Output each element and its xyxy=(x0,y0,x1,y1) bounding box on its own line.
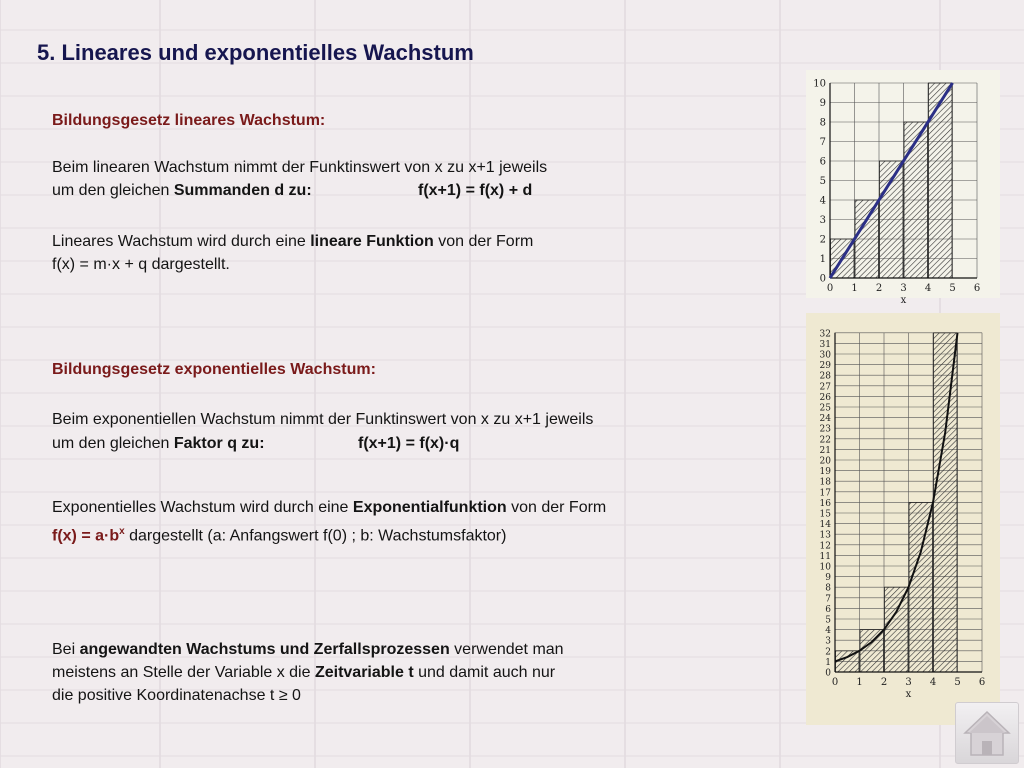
y-tick-label: 18 xyxy=(819,477,831,488)
home-button[interactable] xyxy=(955,702,1019,764)
exponential-text-line2 xyxy=(52,433,460,455)
y-tick-label: 10 xyxy=(819,562,831,573)
chart-bar xyxy=(855,200,879,278)
y-tick-label: 8 xyxy=(819,117,826,129)
y-tick-label: 2 xyxy=(819,234,826,246)
y-tick-label: 24 xyxy=(819,414,831,425)
x-tick-label: 2 xyxy=(880,677,888,688)
y-tick-label: 21 xyxy=(819,445,831,456)
linear-line2-bold: Summanden d xyxy=(173,182,285,199)
exponential-growth-chart xyxy=(806,313,1000,725)
exp-line2-bold: Faktor q xyxy=(173,435,237,452)
linear-chart-panel xyxy=(806,70,1000,306)
linear-line2-pre: um den gleichen xyxy=(52,182,174,199)
linear-text-line4: f(x) = m·x + q dargestellt. xyxy=(52,256,230,273)
y-tick-label: 23 xyxy=(819,424,831,435)
y-tick-label: 0 xyxy=(819,273,826,285)
y-tick-label: 0 xyxy=(825,668,831,679)
linear-text-line1: Beim linearen Wachstum nimmt der Funktinswert von x zu x+1 jeweils xyxy=(52,159,548,176)
y-tick-label: 5 xyxy=(819,176,826,187)
exponential-formula: f(x+1) = f(x)·q xyxy=(358,435,460,452)
y-tick-label: 30 xyxy=(819,350,831,361)
y-tick-label: 3 xyxy=(819,215,826,226)
exp-line3-pre: Exponentielles Wachstum wird durch eine xyxy=(52,499,353,516)
exponential-chart-panel xyxy=(806,313,1000,725)
y-tick-label: 1 xyxy=(819,254,826,265)
page-title: 5. Lineares und exponentielles Wachstum xyxy=(37,40,474,65)
exp-line2-pre: um den gleichen xyxy=(52,435,174,452)
y-tick-label: 29 xyxy=(819,361,831,372)
y-tick-label: 3 xyxy=(825,636,831,647)
x-tick-label: 5 xyxy=(949,283,956,294)
app-line1-bold: angewandten Wachstums und Zerfallsprozessen xyxy=(79,641,450,658)
linear-line3-bold: lineare Funktion xyxy=(310,233,434,250)
app-line2-pre: meistens an Stelle der Variable x die xyxy=(52,664,315,681)
x-tick-label: 3 xyxy=(905,677,912,688)
y-tick-label: 20 xyxy=(819,456,831,467)
y-tick-label: 5 xyxy=(825,615,831,626)
x-tick-label: 0 xyxy=(831,677,839,688)
y-tick-label: 4 xyxy=(819,195,826,207)
y-tick-label: 12 xyxy=(819,541,831,552)
y-tick-label: 1 xyxy=(825,657,831,668)
exponential-text-line3 xyxy=(52,497,606,519)
application-text-line1 xyxy=(52,639,564,661)
y-tick-label: 31 xyxy=(819,339,831,350)
chart-bar xyxy=(934,333,958,672)
y-tick-label: 32 xyxy=(819,329,831,340)
linear-text-line3 xyxy=(52,231,533,253)
y-tick-label: 22 xyxy=(819,435,831,446)
chart-bar xyxy=(904,122,928,278)
y-tick-label: 27 xyxy=(819,382,831,393)
chart-bar xyxy=(929,83,953,278)
application-text-line3: die positive Koordinatenachse t ≥ 0 xyxy=(52,687,301,704)
y-tick-label: 2 xyxy=(825,647,831,658)
x-tick-label: 6 xyxy=(973,283,981,294)
exponential-text-line1: Beim exponentiellen Wachstum nimmt der Funktinswert von x zu x+1 jeweils xyxy=(52,411,594,428)
y-tick-label: 7 xyxy=(825,594,831,605)
app-line1-pre: Bei xyxy=(52,641,80,658)
y-tick-label: 6 xyxy=(825,604,831,615)
y-tick-label: 10 xyxy=(813,78,826,90)
x-tick-label: 1 xyxy=(851,283,858,294)
linear-formula: f(x+1) = f(x) + d xyxy=(418,182,533,199)
linear-line3-pre: Lineares Wachstum wird durch eine xyxy=(52,233,311,250)
x-tick-label: 0 xyxy=(826,283,834,294)
exponential-heading: Bildungsgesetz exponentielles Wachstum: xyxy=(52,361,376,378)
x-axis-label: x xyxy=(900,295,907,306)
exp-line3-bold: Exponentialfunktion xyxy=(352,499,507,516)
app-line1-post: verwendet man xyxy=(449,641,564,658)
linear-text-line2 xyxy=(52,180,533,202)
y-tick-label: 17 xyxy=(819,488,831,499)
exp-line4-post: dargestellt (a: Anfangswert f(0) ; b: Wachstumsfaktor) xyxy=(124,527,507,545)
x-tick-label: 3 xyxy=(900,283,907,294)
linear-heading: Bildungsgesetz lineares Wachstum: xyxy=(52,112,326,129)
app-line2-post: und damit auch nur xyxy=(413,664,556,681)
x-tick-label: 1 xyxy=(856,677,863,688)
chart-bar xyxy=(885,587,909,672)
exp-formula-base: f(x) = a·b xyxy=(52,527,120,545)
chart-bar xyxy=(909,502,933,672)
x-tick-label: 4 xyxy=(924,283,932,294)
exp-line3-post: von der Form xyxy=(506,499,607,516)
y-tick-label: 25 xyxy=(819,403,831,414)
exp-line2-post: zu: xyxy=(236,435,265,452)
x-axis-label: x xyxy=(905,689,912,700)
x-tick-label: 4 xyxy=(929,677,937,688)
x-tick-label: 5 xyxy=(954,677,961,688)
app-line2-bold: Zeitvariable t xyxy=(314,664,414,681)
y-tick-label: 28 xyxy=(819,371,831,382)
y-tick-label: 26 xyxy=(819,392,831,403)
linear-line3-post: von der Form xyxy=(433,233,534,250)
y-tick-label: 8 xyxy=(825,583,831,594)
home-icon xyxy=(956,703,1018,763)
application-text-line2 xyxy=(52,662,555,684)
y-tick-label: 9 xyxy=(819,98,826,109)
y-tick-label: 9 xyxy=(825,573,831,584)
y-tick-label: 11 xyxy=(819,551,831,562)
x-tick-label: 2 xyxy=(875,283,883,294)
x-tick-label: 6 xyxy=(978,677,986,688)
chart-bar xyxy=(860,630,884,672)
linear-line2-post: zu: xyxy=(284,182,312,199)
exp-formula-exponent: x xyxy=(119,526,125,537)
y-tick-label: 16 xyxy=(819,498,831,509)
y-tick-label: 13 xyxy=(819,530,831,541)
y-tick-label: 6 xyxy=(819,156,826,168)
y-tick-label: 14 xyxy=(819,520,831,531)
y-tick-label: 15 xyxy=(819,509,831,520)
linear-growth-chart xyxy=(806,70,1000,306)
y-tick-label: 4 xyxy=(825,626,831,637)
y-tick-label: 7 xyxy=(819,137,826,148)
chart-bar xyxy=(836,651,860,672)
y-tick-label: 19 xyxy=(819,467,831,478)
exponential-text-line4 xyxy=(52,521,506,547)
